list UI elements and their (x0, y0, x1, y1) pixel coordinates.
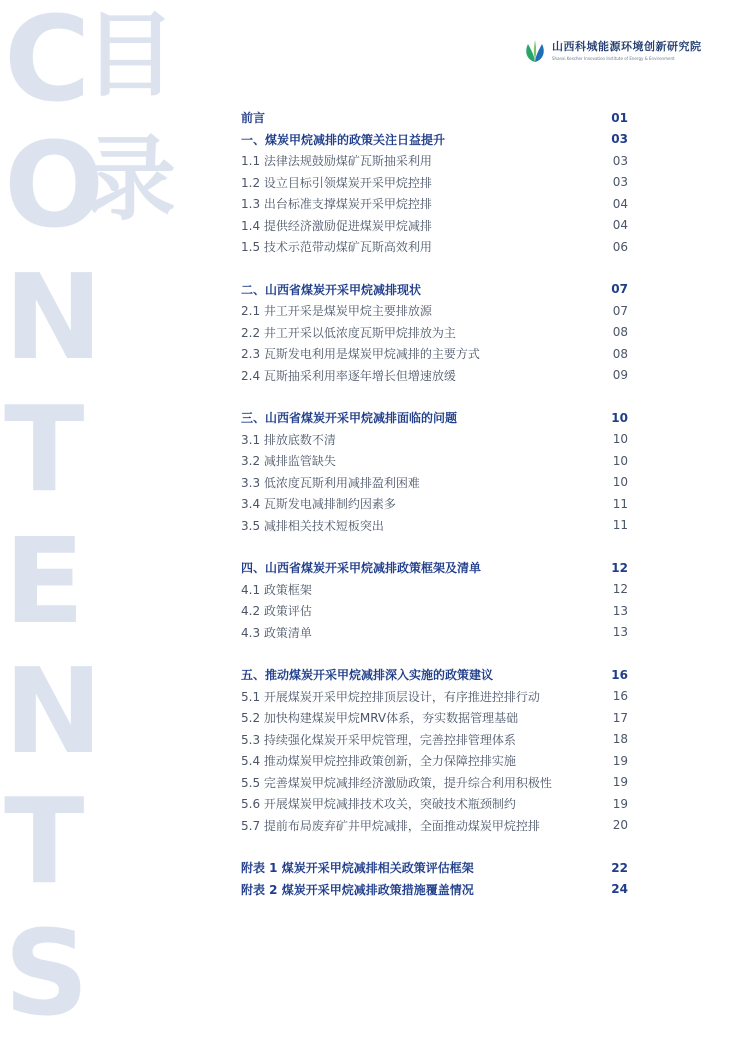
toc-entry-title: 四、山西省煤炭开采甲烷减排政策框架及清单 (241, 561, 482, 576)
toc-page-number: 16 (612, 689, 628, 704)
toc-entry-title: 3.2 减排监管缺失 (241, 454, 336, 469)
toc-section-heading[interactable] (241, 857, 628, 879)
toc-entry-title: 2.3 瓦斯发电利用是煤炭甲烷减排的主要方式 (241, 347, 480, 362)
toc-entry-title: 3.3 低浓度瓦斯利用减排盈利困难 (241, 475, 420, 490)
toc-page-number: 13 (612, 603, 628, 618)
bg-letter: T (4, 380, 85, 518)
toc-entry-title: 2.4 瓦斯抽采利用率逐年增长但增速放缓 (241, 368, 456, 383)
toc-page-number: 16 (611, 667, 628, 682)
toc-entry-title: 1.4 提供经济激励促进煤炭甲烷减排 (241, 218, 432, 233)
toc-page-number: 01 (611, 110, 628, 125)
toc-page-number: 07 (612, 303, 628, 318)
toc-page-number: 10 (612, 453, 628, 468)
toc-entry[interactable] (241, 515, 628, 537)
toc-entry-title: 5.1 开展煤炭开采甲烷控排顶层设计，有序推进控排行动 (241, 689, 540, 704)
toc-section-heading[interactable] (241, 664, 628, 686)
toc-page-number: 19 (612, 753, 628, 768)
section-gap (241, 258, 628, 279)
toc-entry-title: 附表 1 煤炭开采甲烷减排相关政策评估框架 (241, 861, 474, 876)
bg-letter: T (4, 772, 85, 910)
toc-entry-title: 1.5 技术示范带动煤矿瓦斯高效利用 (241, 240, 432, 255)
toc-entry-title: 附表 2 煤炭开采甲烷减排政策措施覆盖情况 (241, 882, 474, 897)
bg-letter: E (4, 512, 85, 650)
toc-entry-title: 5.5 完善煤炭甲烷减排经济激励政策，提升综合利用积极性 (241, 775, 552, 790)
toc-page-number: 08 (612, 346, 628, 361)
toc-page-number: 10 (611, 410, 628, 425)
toc-entry-title: 3.5 减排相关技术短板突出 (241, 518, 384, 533)
toc-page-number: 03 (612, 153, 628, 168)
toc-entry[interactable] (241, 150, 628, 172)
toc-entry[interactable] (241, 172, 628, 194)
toc-entry-title: 5.6 开展煤炭甲烷减排技术攻关，突破技术瓶颈制约 (241, 797, 516, 812)
bg-letter: N (4, 248, 103, 386)
toc-entry[interactable] (241, 772, 628, 794)
toc-entry-title: 5.2 加快构建煤炭甲烷MRV体系，夯实数据管理基础 (241, 711, 519, 726)
toc-entry[interactable] (241, 300, 628, 322)
toc-page-number: 17 (612, 710, 628, 725)
toc-entry[interactable] (241, 622, 628, 644)
toc-entry-title: 3.1 排放底数不清 (241, 432, 336, 447)
bg-cn-title-char: 录 (84, 126, 177, 233)
bg-letter: O (4, 116, 105, 254)
toc-entry[interactable] (241, 472, 628, 494)
toc-entry[interactable] (241, 193, 628, 215)
toc-page-number: 03 (612, 175, 628, 190)
toc-entry-title: 5.3 持续强化煤炭开采甲烷管理，完善控排管理体系 (241, 732, 516, 747)
toc-page-number: 22 (611, 860, 628, 875)
toc-entry[interactable] (241, 322, 628, 344)
toc-entry[interactable] (241, 236, 628, 258)
table-of-contents (241, 107, 628, 900)
toc-entry[interactable] (241, 450, 628, 472)
toc-entry-title: 二、山西省煤炭开采甲烷减排现状 (241, 282, 422, 297)
toc-page-number: 04 (612, 196, 628, 211)
toc-section-heading[interactable] (241, 407, 628, 429)
toc-entry-title: 五、推动煤炭开采甲烷减排深入实施的政策建议 (241, 668, 494, 683)
section-gap (241, 386, 628, 407)
org-logo (522, 38, 702, 64)
toc-entry-title: 前言 (241, 111, 266, 126)
toc-entry[interactable] (241, 729, 628, 751)
toc-entry[interactable] (241, 493, 628, 515)
toc-page-number: 11 (612, 496, 628, 511)
toc-page-number: 12 (612, 582, 628, 597)
toc-entry[interactable] (241, 365, 628, 387)
toc-entry-title: 4.1 政策框架 (241, 582, 312, 597)
toc-page-number: 24 (611, 882, 628, 897)
toc-entry[interactable] (241, 686, 628, 708)
toc-entry[interactable] (241, 793, 628, 815)
toc-entry[interactable] (241, 707, 628, 729)
toc-section-heading[interactable] (241, 557, 628, 579)
bg-letter: C (4, 0, 91, 128)
toc-entry-title: 2.1 井工开采是煤炭甲烷主要排放源 (241, 304, 432, 319)
toc-entry[interactable] (241, 579, 628, 601)
section-gap (241, 643, 628, 664)
toc-section-heading[interactable] (241, 879, 628, 901)
toc-entry-title: 2.2 井工开采以低浓度瓦斯甲烷排放为主 (241, 325, 456, 340)
bg-letter: S (4, 904, 89, 1042)
toc-page-number: 09 (612, 368, 628, 383)
toc-entry-title: 一、煤炭甲烷减排的政策关注日益提升 (241, 132, 446, 147)
toc-entry-title: 5.7 提前布局废弃矿井甲烷减排，全面推动煤炭甲烷控排 (241, 818, 540, 833)
toc-page-number: 06 (612, 239, 628, 254)
toc-page-number: 19 (612, 796, 628, 811)
toc-page-number: 04 (612, 218, 628, 233)
toc-section-heading[interactable] (241, 129, 628, 151)
org-name-cn: 山西科城能源环境创新研究院 (552, 40, 702, 53)
toc-entry[interactable] (241, 600, 628, 622)
leaf-logo-icon (522, 38, 548, 64)
org-name-en: Shanxi Kescher Innovation Institute of Energy & Environment (552, 56, 675, 61)
toc-page-number: 19 (612, 775, 628, 790)
section-gap (241, 836, 628, 857)
toc-page-number: 12 (611, 560, 628, 575)
bg-cn-title-char: 目 (84, 2, 177, 109)
toc-entry[interactable] (241, 215, 628, 237)
toc-section-heading[interactable] (241, 279, 628, 301)
toc-page-number: 11 (612, 518, 628, 533)
toc-page-number: 13 (612, 625, 628, 640)
bg-letter: N (4, 642, 103, 780)
toc-page-number: 10 (612, 475, 628, 490)
toc-entry-title: 1.2 设立目标引领煤炭开采甲烷控排 (241, 175, 432, 190)
toc-entry-title: 1.1 法律法规鼓励煤矿瓦斯抽采利用 (241, 154, 432, 169)
toc-entry[interactable] (241, 343, 628, 365)
toc-page-number: 20 (612, 818, 628, 833)
toc-section-heading[interactable] (241, 107, 628, 129)
toc-entry-title: 5.4 推动煤炭甲烷控排政策创新，全力保障控排实施 (241, 754, 516, 769)
toc-entry[interactable] (241, 429, 628, 451)
toc-entry-title: 4.3 政策清单 (241, 625, 312, 640)
toc-entry-title: 4.2 政策评估 (241, 604, 312, 619)
toc-page-number: 03 (611, 132, 628, 147)
toc-page-number: 07 (611, 282, 628, 297)
toc-page-number: 18 (612, 732, 628, 747)
toc-entry[interactable] (241, 750, 628, 772)
section-gap (241, 536, 628, 557)
toc-entry[interactable] (241, 815, 628, 837)
toc-page-number: 08 (612, 325, 628, 340)
toc-entry-title: 3.4 瓦斯发电减排制约因素多 (241, 497, 396, 512)
toc-entry-title: 三、山西省煤炭开采甲烷减排面临的问题 (241, 411, 458, 426)
toc-page-number: 10 (612, 432, 628, 447)
toc-entry-title: 1.3 出台标准支撑煤炭开采甲烷控排 (241, 197, 432, 212)
